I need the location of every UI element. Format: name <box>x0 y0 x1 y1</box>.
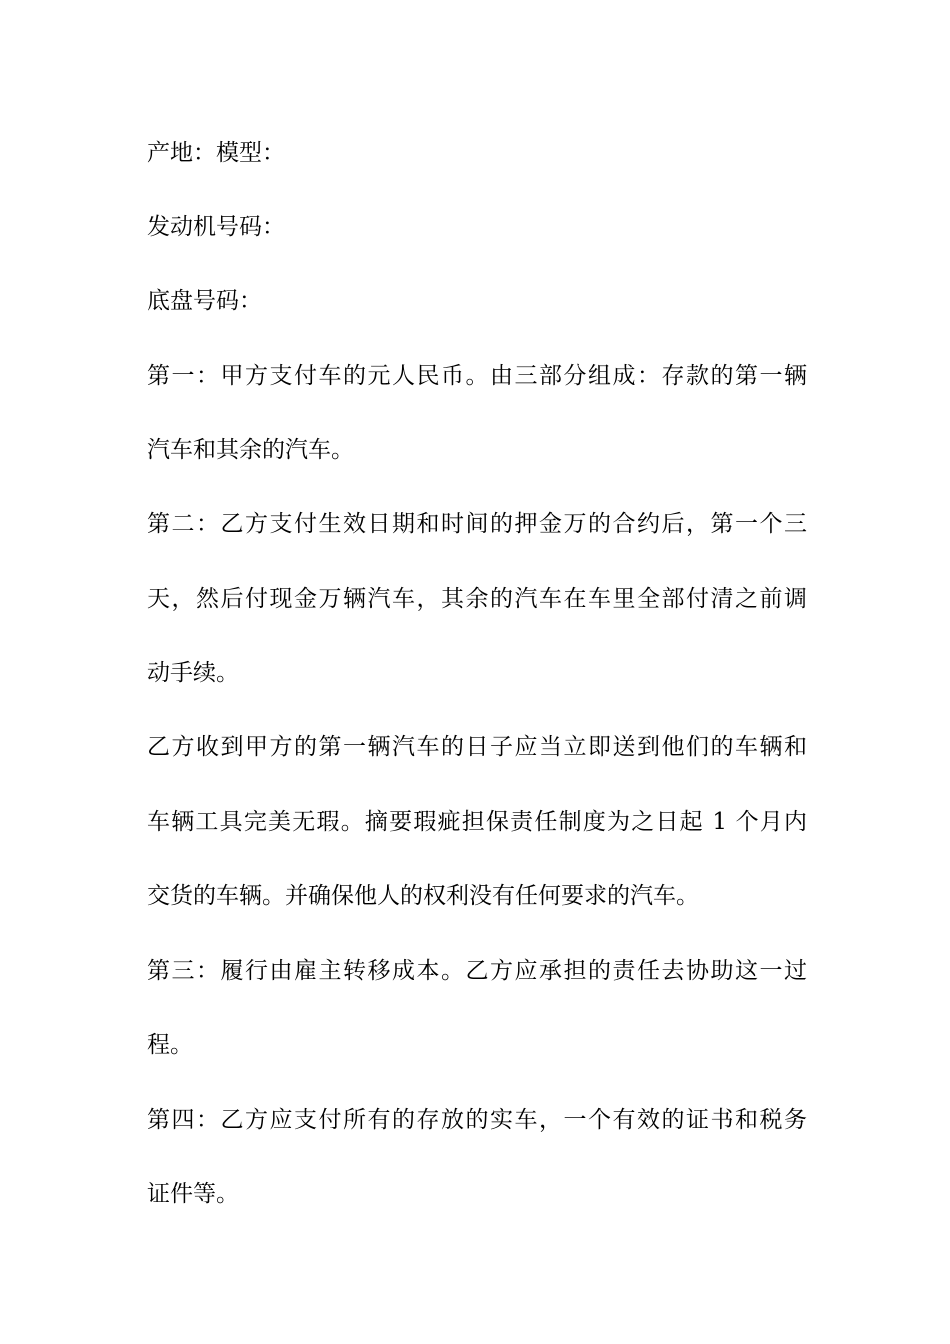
text-line-clause-3-end: 程。 <box>147 1032 193 1058</box>
text-line-clause-2-cont: 天，然后付现金万辆汽车，其余的汽车在车里全部付清之前调 <box>147 586 807 612</box>
text-line-delivery-end: 交货的车辆。并确保他人的权利没有任何要求的汽车。 <box>147 883 699 909</box>
text-line-clause-3: 第三：履行由雇主转移成本。乙方应承担的责任去协助这一过 <box>147 958 807 984</box>
text-line-delivery: 乙方收到甲方的第一辆汽车的日子应当立即送到他们的车辆和 <box>147 734 807 760</box>
text-line-clause-1-cont: 汽车和其余的汽车。 <box>147 437 354 463</box>
text-line-origin-model: 产地：模型： <box>147 140 285 166</box>
text-line-engine-number: 发动机号码： <box>147 214 285 240</box>
text-line-chassis-number: 底盘号码： <box>147 288 262 314</box>
text-line-clause-2-end: 动手续。 <box>147 660 239 686</box>
text-line-delivery-cont: 车辆工具完美无瑕。摘要瑕疵担保责任制度为之日起 1 个月内 <box>147 809 807 835</box>
text-line-clause-4: 第四：乙方应支付所有的存放的实车，一个有效的证书和税务 <box>147 1107 807 1133</box>
text-line-clause-1: 第一：甲方支付车的元人民币。由三部分组成：存款的第一辆 <box>147 363 807 389</box>
text-line-clause-4-end: 证件等。 <box>147 1181 239 1207</box>
text-line-clause-2: 第二：乙方支付生效日期和时间的押金万的合约后，第一个三 <box>147 511 807 537</box>
